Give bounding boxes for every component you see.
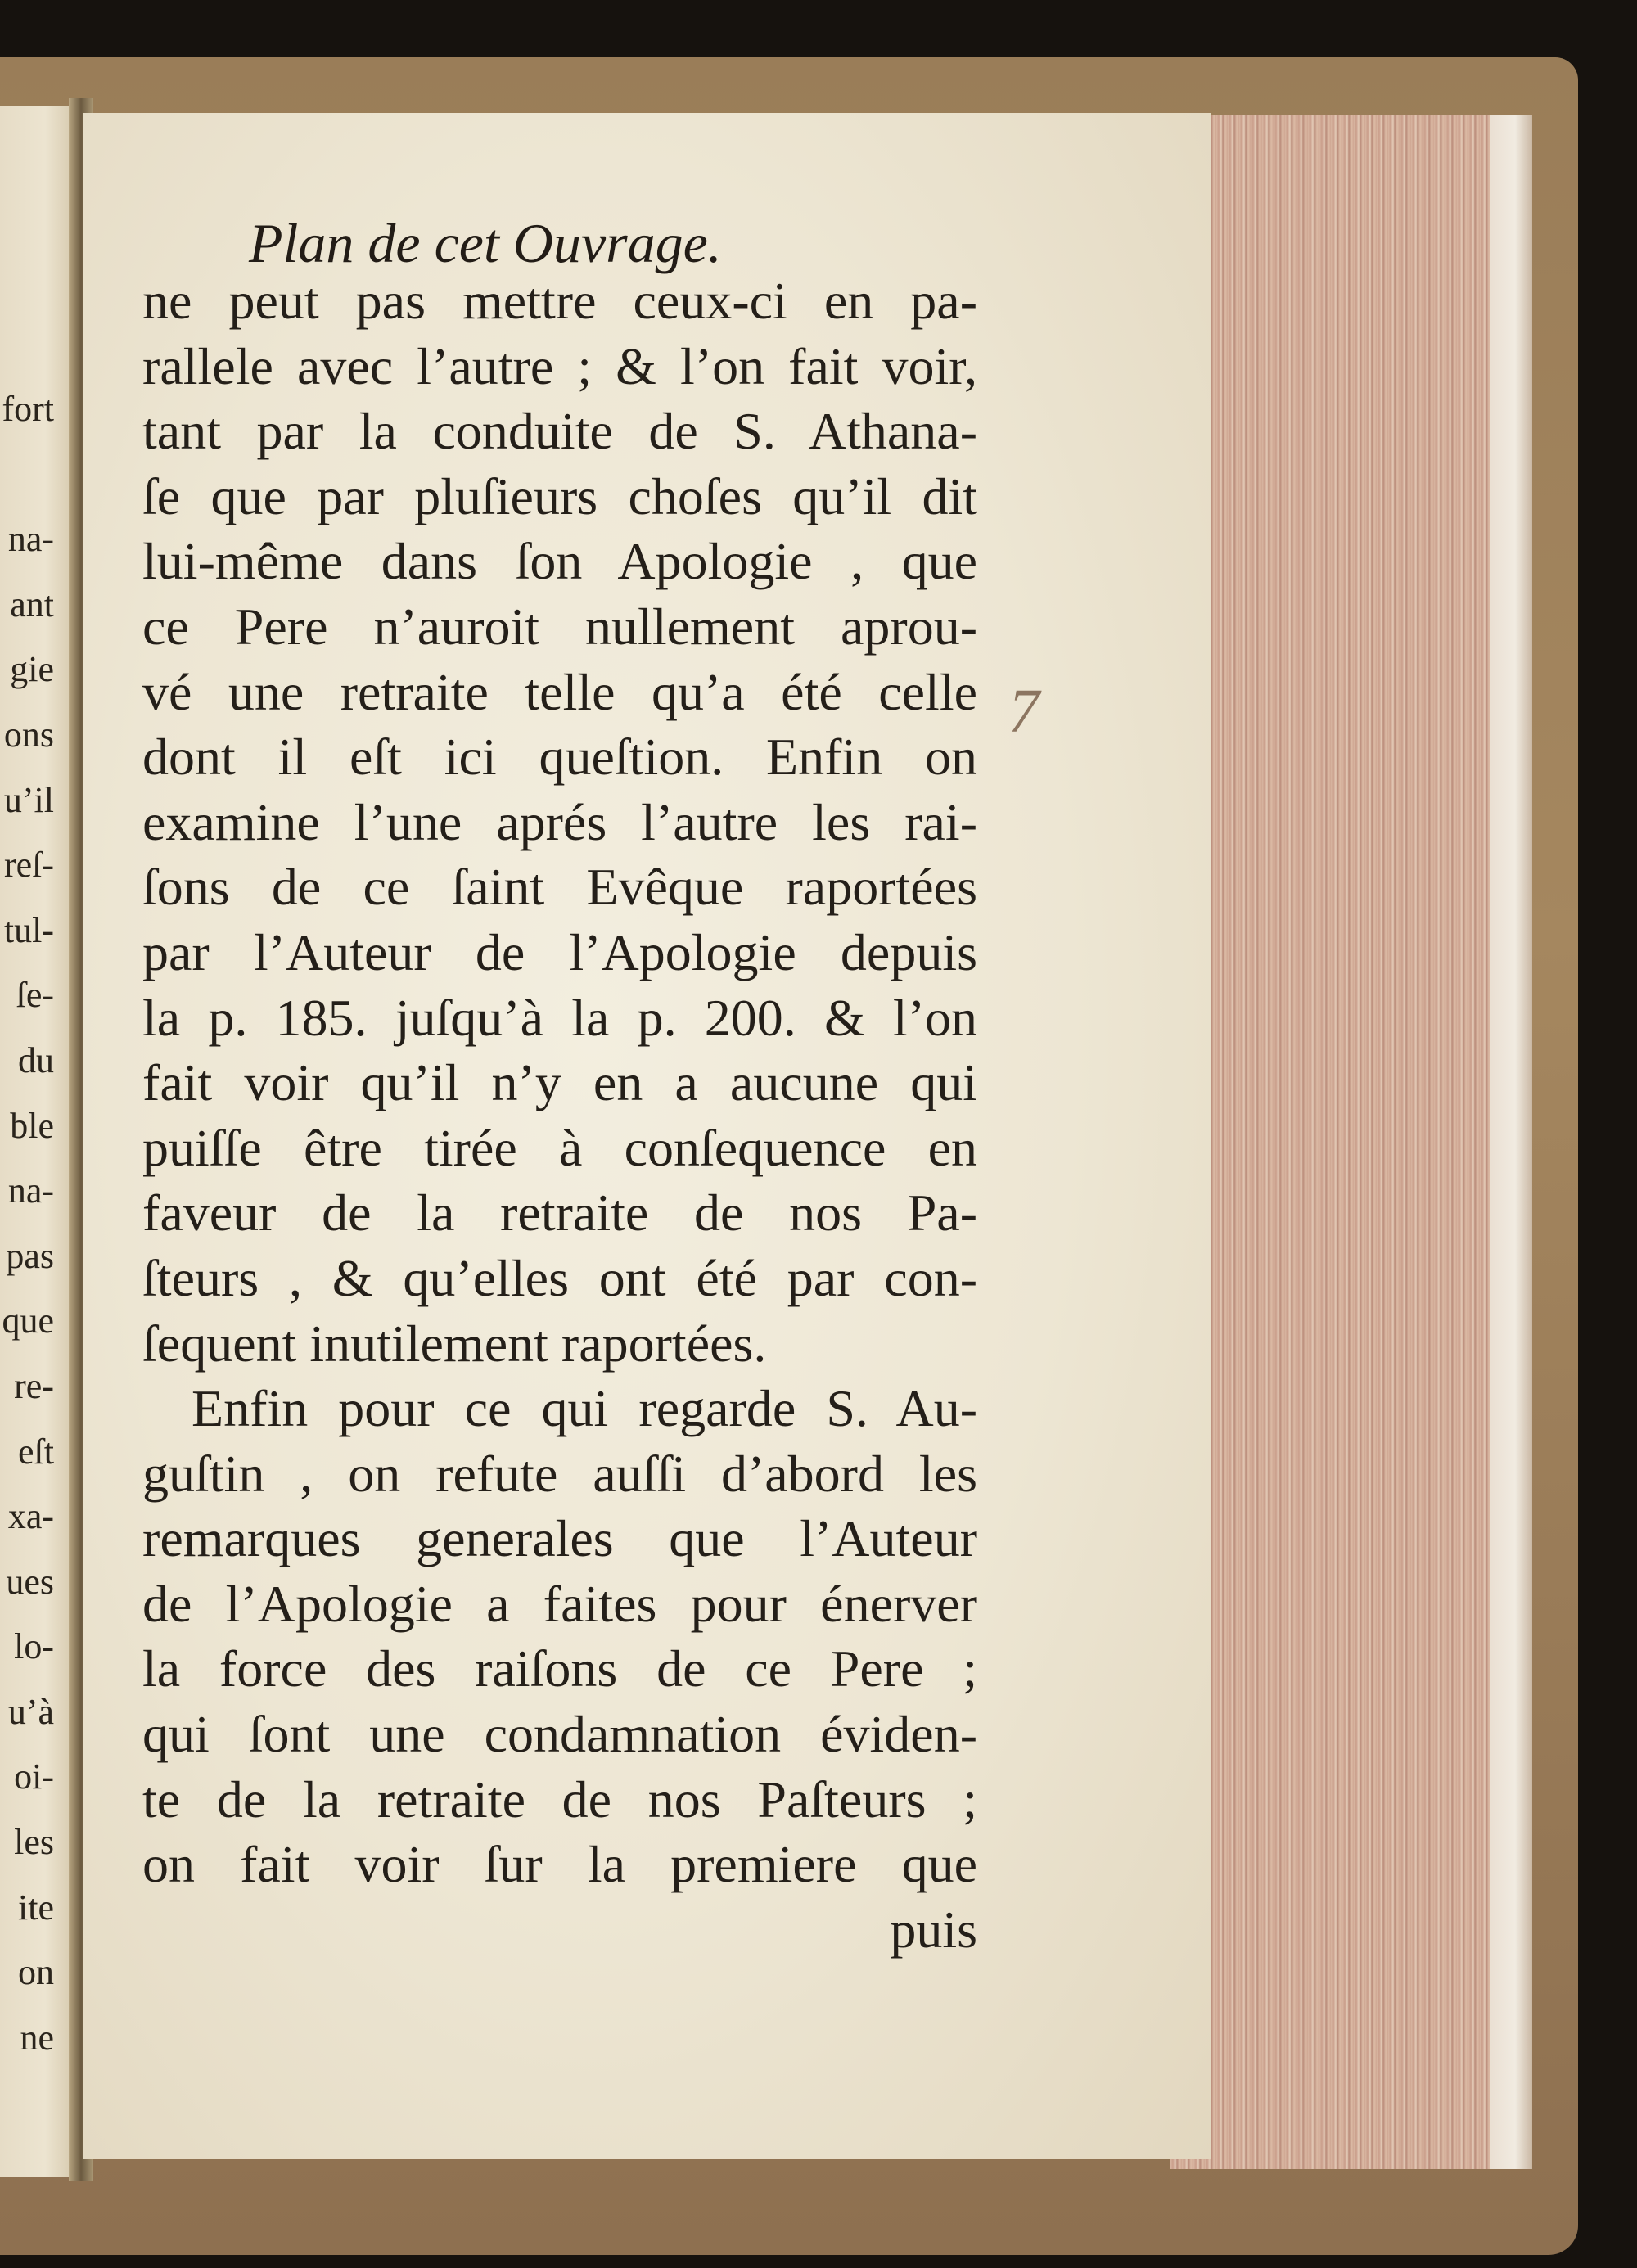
left-page-fragment: du bbox=[18, 1039, 54, 1080]
text-line: ce Pere n’auroit nullement aprou- bbox=[142, 597, 977, 656]
text-line: ne peut pas mettre ceux-ci en pa- bbox=[142, 272, 977, 330]
text-line: Enfin pour ce qui regarde S. Au- bbox=[192, 1379, 977, 1438]
text-line: ſons de ce ſaint Evêque raportées bbox=[142, 858, 977, 917]
left-page-fragment: ſe- bbox=[16, 975, 54, 1016]
left-page-fragment: ant bbox=[10, 584, 54, 624]
left-page-fragment bbox=[0, 442, 54, 507]
text-line: te de la retraite de nos Paſteurs ; bbox=[142, 1770, 977, 1828]
left-page-fragment: tul- bbox=[3, 909, 54, 950]
catchword: puis bbox=[890, 1900, 977, 1959]
text-line: de l’Apologie a faites pour énerver bbox=[142, 1574, 977, 1633]
text-line: puiſſe être tirée à conſequence en bbox=[142, 1118, 977, 1177]
text-line: examine l’une aprés l’autre les rai- bbox=[142, 792, 977, 851]
left-page-fragment: u’à bbox=[7, 1691, 54, 1732]
marginal-mark: 7 bbox=[1008, 677, 1039, 746]
text-line: remarques generales que l’Auteur bbox=[142, 1509, 977, 1568]
text-line: qui ſont une condamnation éviden- bbox=[142, 1705, 977, 1764]
left-page-fragment: pas bbox=[6, 1235, 54, 1276]
left-page-fragment: reſ- bbox=[3, 845, 54, 886]
left-page-fragment: xa- bbox=[7, 1496, 54, 1537]
text-line: tant par la conduite de S. Athana- bbox=[142, 402, 977, 461]
text-line: la force des raiſons de ce Pere ; bbox=[142, 1639, 977, 1698]
left-page-fragment: gie bbox=[10, 649, 54, 690]
left-page-fragment: re- bbox=[14, 1365, 54, 1406]
running-head: Plan de cet Ouvrage. bbox=[249, 212, 722, 274]
text-line: par l’Auteur de l’Apologie depuis bbox=[142, 922, 977, 981]
text-line: dont il eſt ici queſtion. Enfin on bbox=[142, 728, 977, 787]
left-page-fragment: ues bbox=[6, 1561, 54, 1602]
left-page bbox=[0, 106, 75, 2177]
text-line: on fait voir ſur la premiere que bbox=[142, 1835, 977, 1894]
left-page-fragment: que bbox=[2, 1301, 54, 1341]
text-line: vé une retraite telle qu’a été celle bbox=[142, 662, 977, 721]
text-line: rallele avec l’autre ; & l’on fait voir, bbox=[142, 336, 977, 395]
text-line: ſteurs , & qu’elles ont été par con- bbox=[142, 1248, 977, 1307]
left-page-fragment: on bbox=[18, 1952, 54, 1993]
fore-edge-cap bbox=[1490, 115, 1532, 2169]
text-line: ſequent inutilement raportées. bbox=[142, 1314, 767, 1373]
left-page-fragment: ite bbox=[18, 1887, 54, 1928]
left-page-fragment: oi- bbox=[14, 1756, 54, 1797]
left-page-fragments bbox=[0, 376, 54, 2070]
left-page-fragment: fort bbox=[2, 389, 54, 429]
text-line: faveur de la retraite de nos Pa- bbox=[142, 1184, 977, 1242]
page-body bbox=[142, 268, 977, 1962]
text-line: fait voir qu’il n’y en a aucune qui bbox=[142, 1053, 977, 1112]
left-page-fragment: na- bbox=[7, 519, 54, 560]
text-line: la p. 185. juſqu’à la p. 200. & l’on bbox=[142, 988, 977, 1047]
left-page-fragment: u’il bbox=[3, 779, 54, 820]
left-page-fragment: ble bbox=[10, 1105, 54, 1146]
left-page-fragment: les bbox=[14, 1822, 54, 1863]
text-line: lui-même dans ſon Apologie , que bbox=[142, 532, 977, 591]
page-fore-edge bbox=[1170, 115, 1519, 2169]
text-line: ſe que par pluſieurs choſes qu’il dit bbox=[142, 467, 977, 525]
left-page-fragment: lo- bbox=[14, 1626, 54, 1667]
left-page-fragment: ons bbox=[3, 714, 54, 755]
text-line: guſtin , on refute auſſi d’abord les bbox=[142, 1444, 977, 1503]
left-page-fragment: na- bbox=[7, 1170, 54, 1211]
left-page-fragment: eſt bbox=[18, 1431, 54, 1472]
left-page-fragment: ne bbox=[20, 2017, 54, 2058]
